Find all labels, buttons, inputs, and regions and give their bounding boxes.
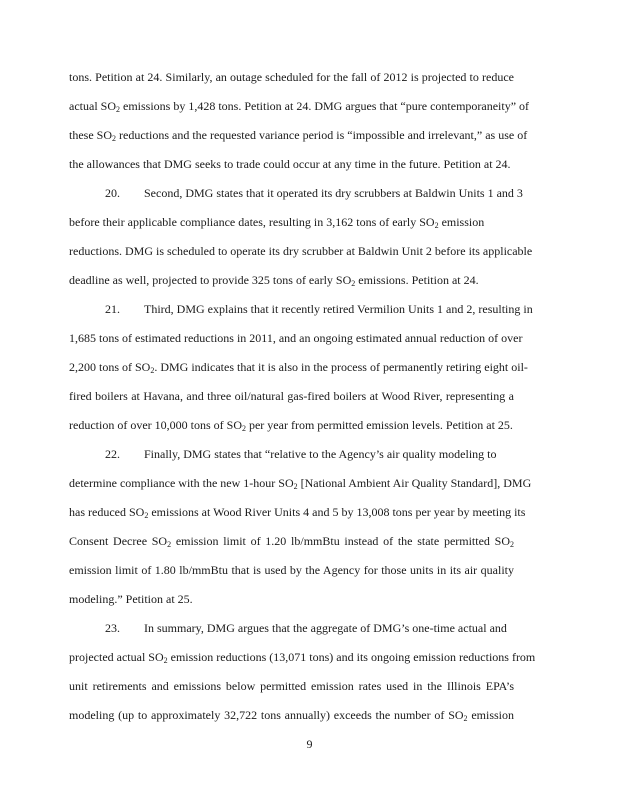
- text-line: these $SO_2$ reductions and the requested variance period is “impossible and irrelevant,” as use of: [69, 128, 528, 143]
- text-line: Consent Decree $SO_2$ emission limit of 1.20 lb/mmBtu instead of the state permitted $SO_2$: [69, 534, 514, 549]
- text-line: unit retirements and emissions below permitted emission rates used in the Illinois EPA’s: [69, 679, 514, 693]
- text-line: projected actual $SO_2$ emission reductions (13,071 tons) and its ongoing emission reductions from: [69, 650, 536, 665]
- text-line: actual $SO_2$ emissions by 1,428 tons. Petition at 24. DMG argues that “pure contemporaneity” of: [69, 99, 530, 114]
- page-number: 9: [306, 737, 313, 751]
- text-line: 20. Second, DMG states that it operated its dry scrubbers at Baldwin Units 1 and 3: [105, 186, 523, 200]
- text-line: the allowances that DMG seeks to trade could occur at any time in the future. Petition at 24.: [69, 157, 511, 171]
- text-line: modeling.” Petition at 25.: [69, 592, 193, 606]
- text-line: reductions. DMG is scheduled to operate its dry scrubber at Baldwin Unit 2 before its applicable: [69, 244, 533, 258]
- text-line: 21. Third, DMG explains that it recently retired Vermilion Units 1 and 2, resulting in: [105, 302, 533, 316]
- text-line: 1,685 tons of estimated reductions in 2011, and an ongoing estimated annual reduction of over: [69, 331, 523, 345]
- text-line: emission limit of 1.80 lb/mmBtu that is used by the Agency for those units in its air quality: [69, 563, 514, 577]
- text-line: modeling (up to approximately 32,722 tons annually) exceeds the number of $SO_2$ emission: [69, 708, 514, 723]
- text-line: 23. In summary, DMG argues that the aggregate of DMG’s one-time actual and: [105, 621, 507, 635]
- text-line: deadline as well, projected to provide 325 tons of early $SO_2$ emissions. Petition at 24.: [69, 273, 479, 288]
- text-line: has reduced $SO_2$ emissions at Wood River Units 4 and 5 by 13,008 tons per year by meeting its: [69, 505, 526, 520]
- text-line: reduction of over 10,000 tons of $SO_2$ per year from permitted emission levels. Petition at 25.: [69, 418, 513, 433]
- text-line: 2,200 tons of $SO_2$. DMG indicates that it is also in the process of permanently retiring eight oil-: [69, 360, 528, 375]
- text-line: before their applicable compliance dates, resulting in 3,162 tons of early $SO_2$ emission: [69, 215, 485, 230]
- text-line: 22. Finally, DMG states that “relative to the Agency’s air quality modeling to: [105, 447, 497, 461]
- text-line: determine compliance with the new 1-hour $SO_2$ [National Ambient Air Quality Standard], DMG: [69, 476, 532, 491]
- text-line: fired boilers at Havana, and three oil/natural gas-fired boilers at Wood River, representing a: [69, 389, 514, 403]
- text-line: tons. Petition at 24. Similarly, an outage scheduled for the fall of 2012 is projected to reduce: [69, 70, 514, 84]
